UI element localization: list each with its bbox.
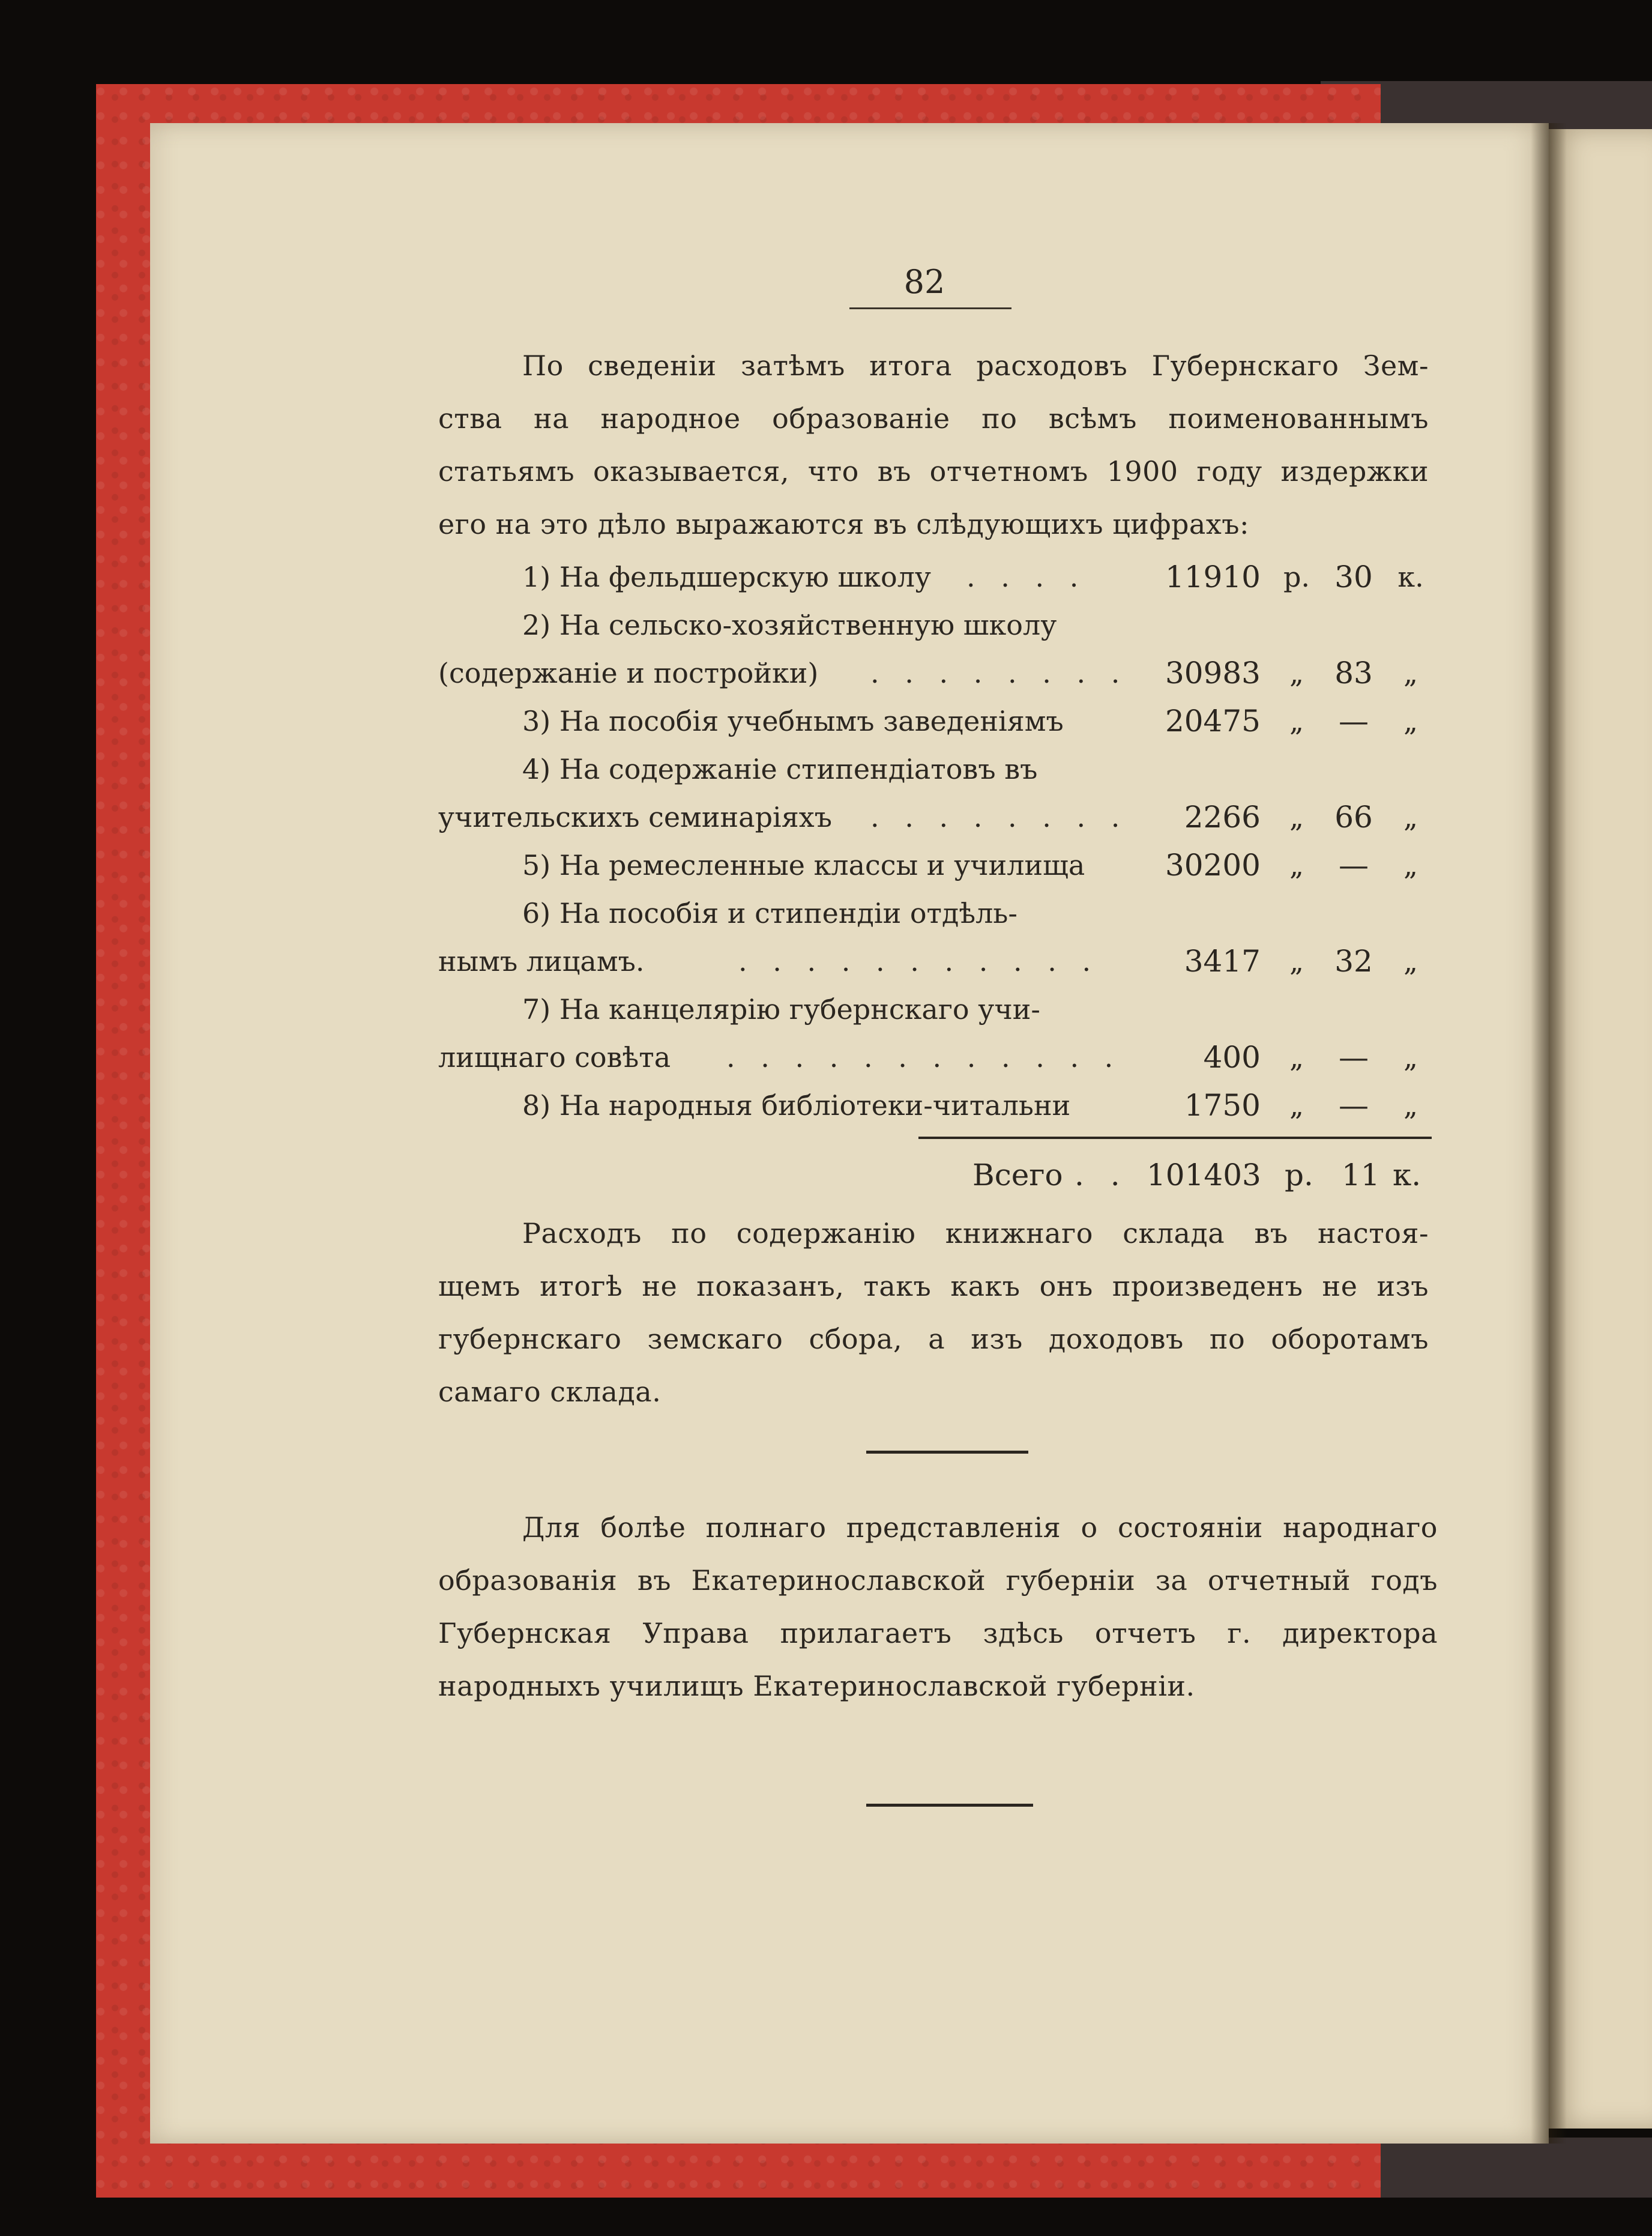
expense-row	[438, 1079, 1429, 1132]
expense-amount: 1750	[1184, 1088, 1261, 1123]
expense-label: 4) На содержаніе стипендіатовъ въ	[522, 753, 1038, 785]
leader-dots: . . . .	[966, 561, 1087, 593]
expense-label: учительскихъ семинаріяхъ	[438, 801, 832, 833]
expense-label: 1) На фельдшерскую школу	[522, 561, 931, 593]
expense-row	[438, 887, 1429, 940]
expense-unit: „	[1403, 657, 1418, 689]
intro-line: ства на народное образованіе по всѣмъ поименованнымъ	[438, 402, 1429, 435]
total-rule	[918, 1137, 1432, 1139]
intro-paragraph	[438, 339, 1429, 551]
expense-row	[438, 839, 1429, 892]
expense-row	[438, 983, 1429, 1036]
expense-unit: „	[1403, 945, 1418, 977]
expense-unit: „	[1403, 849, 1418, 881]
expense-row	[438, 791, 1429, 844]
expense-label: нымъ лицамъ.	[438, 945, 645, 977]
note-line: Расходъ по содержанію книжнаго склада въ настоя-	[522, 1217, 1429, 1249]
expense-unit: „	[1403, 801, 1418, 833]
total-row	[972, 1149, 1429, 1201]
intro-line: его на это дѣло выражаются въ слѣдующихъ цифрахъ:	[438, 508, 1250, 540]
intro-line: статьямъ оказывается, что въ отчетномъ 1900 году издержки	[438, 455, 1429, 488]
end-separator	[866, 1804, 1033, 1807]
expense-rub: „	[1289, 657, 1304, 689]
expense-unit: к.	[1397, 561, 1424, 593]
closing-line: Губернская Управа прилагаетъ здѣсь отчетъ г. директора	[438, 1617, 1438, 1649]
expense-rub: „	[1289, 849, 1304, 881]
note-line: щемъ итогѣ не показанъ, такъ какъ онъ произведенъ не изъ	[438, 1270, 1429, 1302]
expense-label: 7) На канцелярію губернскаго учи-	[522, 993, 1040, 1026]
expense-amount: 30200	[1165, 848, 1261, 883]
expense-label: 6) На пособія и стипендіи отдѣль-	[522, 897, 1017, 929]
expense-amount: 20475	[1165, 704, 1261, 739]
leader-dots: . . . . . . . .	[870, 801, 1129, 833]
closing-line: образованія въ Екатеринославской губерніи за отчетный годъ	[438, 1564, 1438, 1597]
intro-line: По сведеніи затѣмъ итога расходовъ Губернскаго Зем-	[522, 349, 1429, 382]
page-gutter	[1531, 123, 1567, 2144]
expense-amount: 3417	[1184, 944, 1261, 979]
expense-kop: 30	[1334, 560, 1373, 594]
expense-label: 3) На пособія учебнымъ заведеніямъ	[522, 705, 1064, 737]
expense-kop: —	[1339, 704, 1369, 739]
total-kop: 11	[1342, 1158, 1380, 1192]
expense-label: (содержаніе и постройки)	[438, 657, 819, 689]
expense-amount: 30983	[1165, 656, 1261, 690]
expense-amount: 400	[1203, 1040, 1261, 1075]
expense-amount: 11910	[1165, 560, 1261, 594]
closing-line: Для болѣе полнаго представленія о состояніи народнаго	[522, 1511, 1438, 1544]
expense-rub: „	[1289, 1089, 1304, 1122]
total-label: Всего	[972, 1158, 1063, 1192]
expense-row	[438, 935, 1429, 988]
closing-line: народныхъ училищъ Екатеринославской губерніи.	[438, 1670, 1195, 1702]
page-number-rule	[849, 307, 1011, 309]
section-separator	[866, 1451, 1028, 1454]
expense-label: 2) На сельско-хозяйственную школу	[522, 609, 1057, 641]
total-rub: р.	[1285, 1158, 1313, 1192]
note-paragraph	[438, 1207, 1429, 1418]
expense-rub: „	[1289, 945, 1304, 977]
note-line: губернскаго земскаго сбора, а изъ доходовъ по оборотамъ	[438, 1323, 1429, 1355]
total-unit: к.	[1393, 1158, 1421, 1192]
expense-kop: 32	[1334, 944, 1373, 979]
expense-row	[438, 1031, 1429, 1084]
expense-row	[438, 599, 1429, 651]
leader-dots: . . . . . . . . . . .	[738, 945, 1100, 977]
expense-kop: —	[1339, 1040, 1369, 1075]
note-line: самаго склада.	[438, 1376, 662, 1408]
expense-label: 5) На ремесленные классы и училища	[522, 849, 1085, 881]
leader-dots: . . . . . . . . . . . .	[726, 1041, 1122, 1074]
expense-row	[438, 647, 1429, 700]
expense-kop: —	[1339, 1088, 1369, 1123]
expense-rub: „	[1289, 1041, 1304, 1074]
total-amount: 101403	[1147, 1158, 1261, 1192]
expense-rub: „	[1289, 801, 1304, 833]
expense-unit: „	[1403, 1089, 1418, 1122]
expense-rub: „	[1289, 705, 1304, 737]
expense-kop: 83	[1334, 656, 1373, 690]
closing-paragraph	[438, 1501, 1438, 1712]
expense-unit: „	[1403, 1041, 1418, 1074]
expense-amount: 2266	[1184, 800, 1261, 835]
expense-rub: р.	[1283, 561, 1310, 593]
expense-kop: 66	[1334, 800, 1373, 835]
expense-row	[438, 551, 1429, 603]
page-number: 82	[903, 263, 945, 301]
expense-row	[438, 743, 1429, 796]
expense-unit: „	[1403, 705, 1418, 737]
total-dots: . .	[1075, 1158, 1129, 1192]
expense-label: лищнаго совѣта	[438, 1041, 671, 1074]
expense-kop: —	[1339, 848, 1369, 883]
leader-dots: . . . . . . . .	[870, 657, 1129, 689]
expense-row	[438, 695, 1429, 748]
expense-label: 8) На народныя библіотеки-читальни	[522, 1089, 1071, 1122]
